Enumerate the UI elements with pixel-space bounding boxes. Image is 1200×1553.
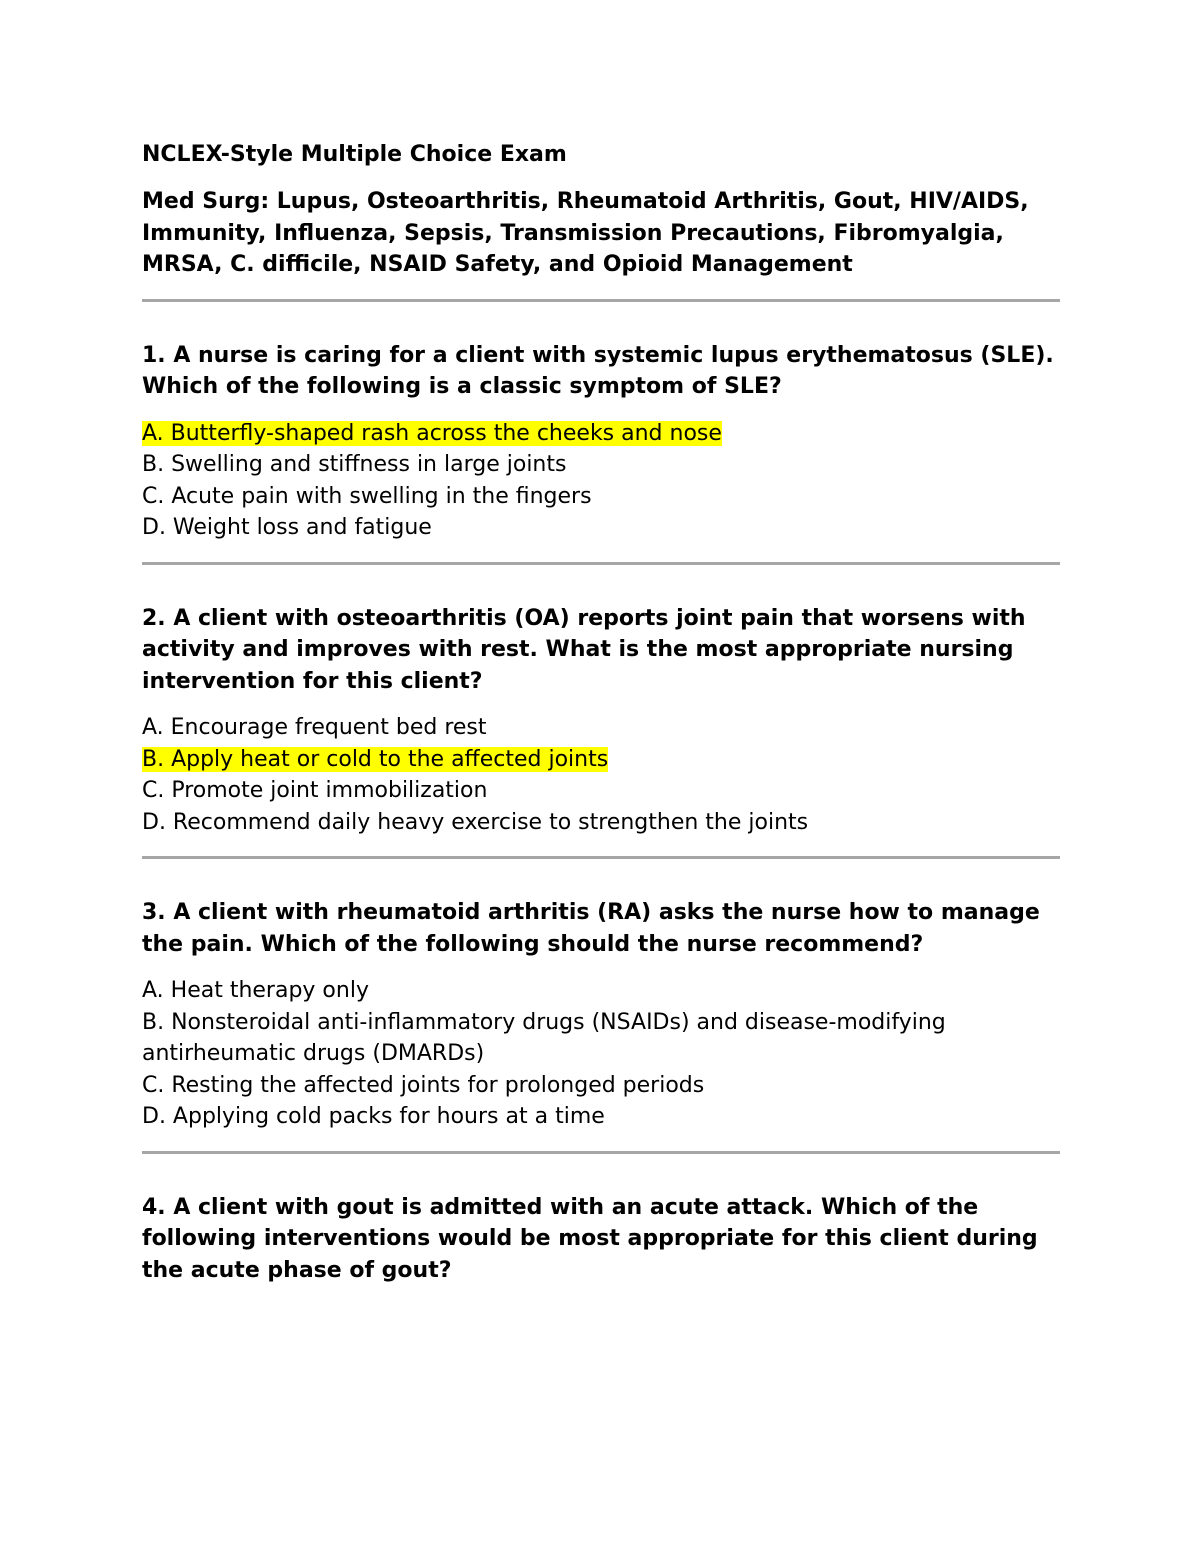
answer-option-a: A. Heat therapy only [142, 978, 369, 1003]
divider [142, 562, 1060, 565]
answer-option-a: A. Encourage frequent bed rest [142, 715, 487, 740]
question-stem: 3. A client with rheumatoid arthritis (RA) asks the nurse how to manage the pain. Which of the following should the nurse recommend? [142, 900, 1040, 957]
highlighted-answer: B. Apply heat or cold to the affected joints [142, 746, 609, 772]
answer-options [142, 418, 1060, 544]
question-stem: 2. A client with osteoarthritis (OA) reports joint pain that worsens with activity and improves with rest. What is the most appropriate nursing intervention for this client? [142, 605, 1026, 694]
answer-option-b [142, 744, 1060, 776]
answer-option-c: C. Promote joint immobilization [142, 778, 488, 803]
document-page [142, 140, 1060, 1301]
question-1 [142, 340, 1060, 565]
answer-options [142, 975, 1060, 1133]
answer-option-d: D. Applying cold packs for hours at a time [142, 1104, 605, 1129]
answer-option-a [142, 418, 1060, 450]
answer-option-c: C. Resting the affected joints for prolonged periods [142, 1072, 705, 1098]
question-stem: 4. A client with gout is admitted with an acute attack. Which of the following interventions would be most appropriate for this client during the acute phase of gout? [142, 1194, 1038, 1283]
divider [142, 299, 1060, 302]
divider [142, 1151, 1060, 1154]
exam-title: NCLEX-Style Multiple Choice Exam [142, 142, 567, 167]
question-2 [142, 603, 1060, 860]
answer-option-b: B. Nonsteroidal anti-inflammatory drugs (NSAIDs) and disease-modifying antirheumatic drugs (DMARDs) [142, 1009, 946, 1066]
exam-subtitle: Med Surg: Lupus, Osteoarthritis, Rheumatoid Arthritis, Gout, HIV/AIDS, Immunity, Influenza, Sepsis, Transmission Precautions, Fibromyalgia, MRSA, C. difficile, NSAID Safety, and Opioid Management [142, 189, 1029, 277]
answer-option-c: C. Acute pain with swelling in the fingers [142, 483, 592, 509]
question-stem: 1. A nurse is caring for a client with systemic lupus erythematosus (SLE). Which of the following is a classic symptom of SLE? [142, 342, 1054, 399]
highlighted-answer: A. Butterfly-shaped rash across the cheeks and nose [142, 420, 722, 446]
answer-options [142, 712, 1060, 838]
question-4 [142, 1192, 1060, 1287]
answer-option-d: D. Weight loss and fatigue [142, 515, 432, 540]
answer-option-d: D. Recommend daily heavy exercise to strengthen the joints [142, 809, 809, 835]
divider [142, 856, 1060, 859]
answer-option-b: B. Swelling and stiffness in large joints [142, 452, 567, 477]
question-3 [142, 897, 1060, 1154]
